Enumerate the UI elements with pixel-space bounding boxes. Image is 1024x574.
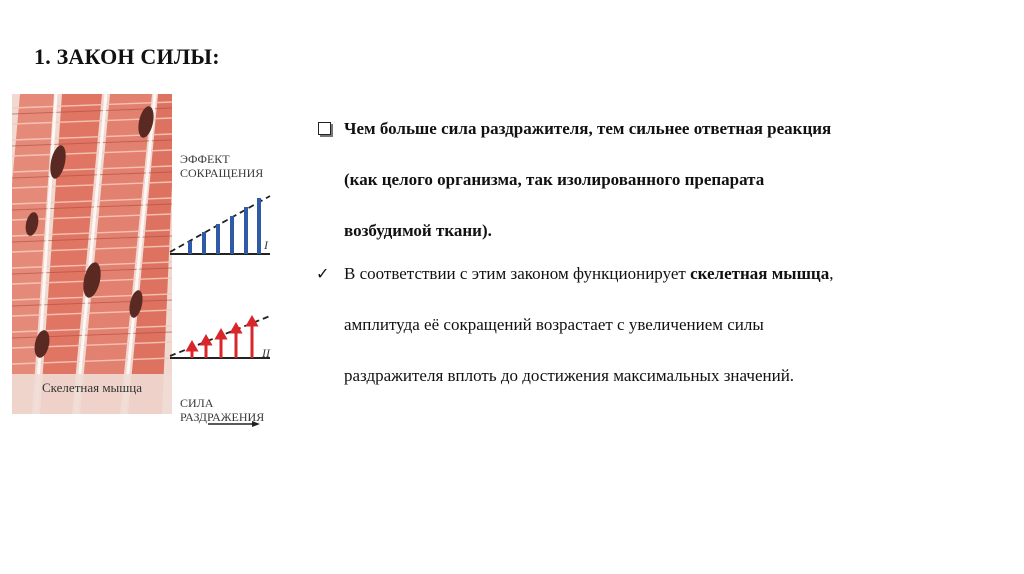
- figure-label-effect: [180, 152, 263, 180]
- muscle-figure: [12, 94, 284, 432]
- bullet-2-line-1-end: ,: [829, 264, 834, 283]
- checkbox-icon: [316, 116, 336, 143]
- bullet-1-line-3: возбудимой ткани).: [344, 221, 492, 240]
- bullet-2-line-1: [344, 261, 996, 287]
- bullet-list: [316, 116, 996, 414]
- bullet-item-law-of-force: [316, 116, 996, 244]
- graph-two-marker: II: [262, 346, 270, 360]
- figure-caption: Скелетная мышца: [42, 380, 143, 395]
- bullet-1-line-1: Чем больше сила раздражителя, тем сильнее ответная реакция: [344, 119, 832, 138]
- graph-two-arrows: [188, 318, 256, 358]
- bullet-item-skeletal-muscle: [316, 261, 996, 389]
- bullet-2-line-2: амплитуда её сокращений возрастает с увеличением силы: [344, 315, 764, 334]
- bullet-2-bold-term: скелетная мышца: [690, 264, 830, 283]
- graph-one-marker: I: [264, 238, 268, 252]
- bullet-2-line-3: раздражителя вплоть до достижения максимальных значений.: [344, 366, 795, 385]
- figure-label-effect-line1: ЭФФЕКТ: [180, 152, 230, 166]
- graph-one: [170, 196, 270, 254]
- slide-title: 1. ЗАКОН СИЛЫ:: [34, 44, 220, 69]
- figure-label-effect-line2: СОКРАЩЕНИЯ: [180, 166, 264, 180]
- checkmark-icon: ✓: [316, 264, 330, 283]
- bullet-2-line-1-text: В соответствии с этим законом функционирует: [344, 264, 691, 283]
- graph-two: [170, 316, 270, 358]
- figure-label-force: [180, 396, 264, 424]
- bullet-1-line-2: (как целого организма, так изолированного препарата: [344, 170, 765, 189]
- figure-label-force-line2: РАЗДРАЖЕНИЯ: [180, 410, 265, 424]
- figure-label-force-line1: СИЛА: [180, 396, 214, 410]
- graph-one-bars: [190, 198, 259, 254]
